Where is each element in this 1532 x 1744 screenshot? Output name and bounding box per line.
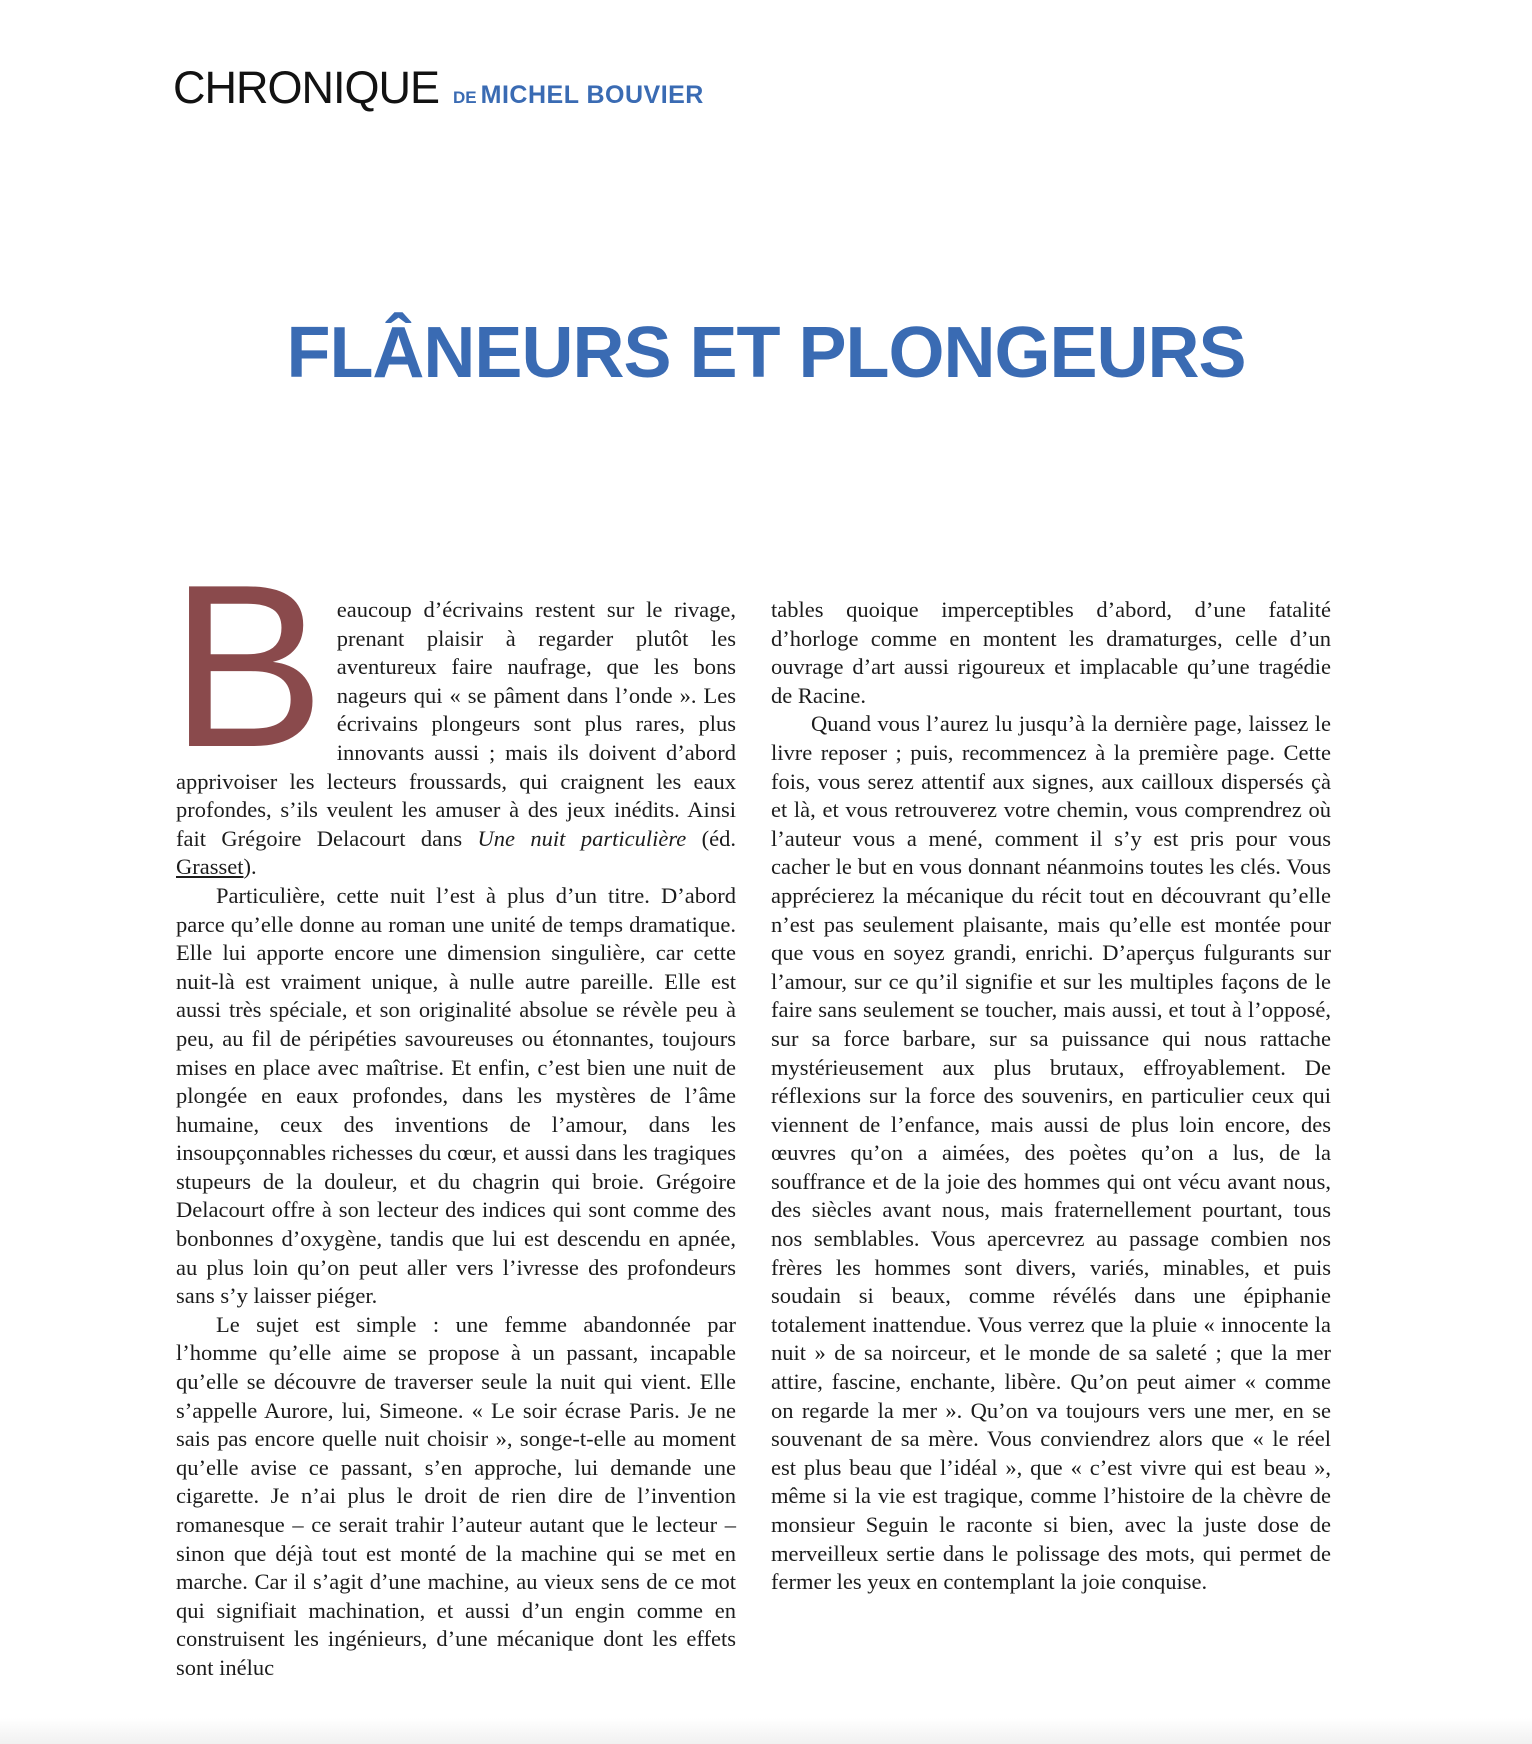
paragraph-1-text: eaucoup d’écrivains restent sur le rivage, prenant plaisir à regarder plutôt les aventureux faire naufrage, que les bons nageurs qui « se pâment dans l’onde ». Les écrivains plongeurs sont plus rares, plus innovants aussi ; mais ils doivent d’abord apprivoiser les lecteurs froussards, qui craignent les eaux profondes, s’ils veulent les amuser à des jeux inédits. Ainsi fait Grégoire Delacourt dans <box>176 597 736 851</box>
paragraph-2: Particulière, cette nuit l’est à plus d’un titre. D’abord parce qu’elle donne au roman une unité de temps dramatique. Elle lui apporte encore une dimension singulière, car cette nuit-là est vraiment unique, à nulle autre pareille. Elle est aussi très spéciale, et son originalité absolue se révèle peu à peu, au fil de péripéties savoureuses ou étonnantes, toujours mises en place avec maîtrise. Et enfin, c’est bien une nuit de plongée en eaux profondes, dans les mystères de l’âme humaine, ceux des inventions de l’amour, dans les insoupçonnables richesses du cœur, et aussi dans les tragiques stupeurs de la douleur, et du chagrin qui broie. Grégoire Delacourt offre à son lecteur des indices qui sont comme des bonbonnes d’oxygène, tandis que lui est descendu en apnée, au plus loin qu’on peut aller vers l’ivresse des profondeurs sans s’y laisser piéger. <box>176 882 736 1309</box>
text-column-left <box>170 537 736 1683</box>
edition-open: (éd. <box>686 825 736 851</box>
paragraph-3: Le sujet est simple : une femme abandonnée par l’homme qu’elle aime se propose à un passant, incapable qu’elle se découvre de traverser seule la nuit qui vient. Elle s’appelle Aurore, lui, Simeone. « Le soir écrase Paris. Je ne sais pas encore quelle nuit choisir », songe-t-elle au moment qu’elle avise ce passant, s’en approche, lui demande une cigarette. Je n’ai plus le droit de rien dire de l’invention romanesque – ce serait trahir l’auteur autant que le lecteur – sinon que déjà tout est monté de la machine qui se met en marche. Car il s’agit d’une machine, au vieux sens de ce mot qui signifiait machination, et aussi d’un engin comme en construisent les ingénieurs, d’une mécanique dont les effets sont inéluc <box>176 1311 736 1680</box>
paragraph-4: Quand vous l’aurez lu jusqu’à la dernière page, laissez le livre reposer ; puis, recommencez à la première page. Cette fois, vous serez attentif aux signes, aux cailloux dispersés çà et là, et vous retrouverez votre chemin, vous comprendrez où l’auteur vous a mené, comment il s’y est pris pour vous cacher le but en vous donnant néanmoins toutes les clés. Vous apprécierez la mécanique du récit tout en découvrant qu’elle n’est pas seulement plaisante, mais qu’elle est montée pour que vous en soyez grandi, enrichi. D’aperçus fulgurants sur l’amour, sur ce qu’il signifie et sur les multiples façons de le faire sans seulement se toucher, mais aussi, et tout à l’opposé, sur sa force barbare, sur sa puissance qui nous rattache mystérieusement aux plus brutaux, effroyablement. De réflexions sur la force des souvenirs, en particulier ceux qui viennent de l’enfance, mais aussi de plus loin encore, des œuvres qu’on a aimées, des poètes qu’on a lus, de la souffrance et de la joie des hommes qui ont vécu avant nous, des siècles avant nous, mais fraternellement pourtant, tous nos semblables. Vous apercevrez au passage combien nos frères les hommes sont divers, variés, minables, et puis soudain si beaux, comme révélés dans une épiphanie totalement inattendue. Vous verrez que la pluie « innocente la nuit » de sa noirceur, et le monde de sa saleté ; que la mer attire, fascine, enchante, libère. Qu’on peut aimer « comme on regarde la mer ». Qu’on va toujours vers une mer, en se souvenant de sa mère. Vous conviendrez alors que « le réel est plus beau que l’idéal », que « c’est vivre qui est beau », même si la vie est tragique, comme l’histoire de la chèvre de monsieur Seguin le raconte si bien, avec la juste dose de merveilleux sertie dans le polissage des mots, qui permet de fermer les yeux en contemplant la joie conquise. <box>771 711 1331 1595</box>
author-name: MICHEL BOUVIER <box>480 81 704 109</box>
page-edge-shadow <box>0 1718 1532 1744</box>
column-header <box>173 62 704 114</box>
byline-preposition: DE <box>453 88 477 107</box>
paragraph-1 <box>170 537 736 882</box>
paragraph-3-continued: tables quoique imperceptibles d’abord, d’une fatalité d’horloge comme en montent les dramaturges, celle d’un ouvrage d’art aussi rigoureux et implacable qu’une tragédie de Racine. <box>771 597 1331 708</box>
text-column-right <box>771 596 1331 1597</box>
rubric-label: CHRONIQUE <box>173 62 440 113</box>
edition-close: ). <box>243 854 257 880</box>
publisher-link[interactable]: Grasset <box>176 854 244 880</box>
book-title: Une nuit particulière <box>477 825 687 851</box>
article-title: FLÂNEURS ET PLONGEURS <box>286 313 1246 393</box>
drop-cap: B <box>170 537 325 796</box>
